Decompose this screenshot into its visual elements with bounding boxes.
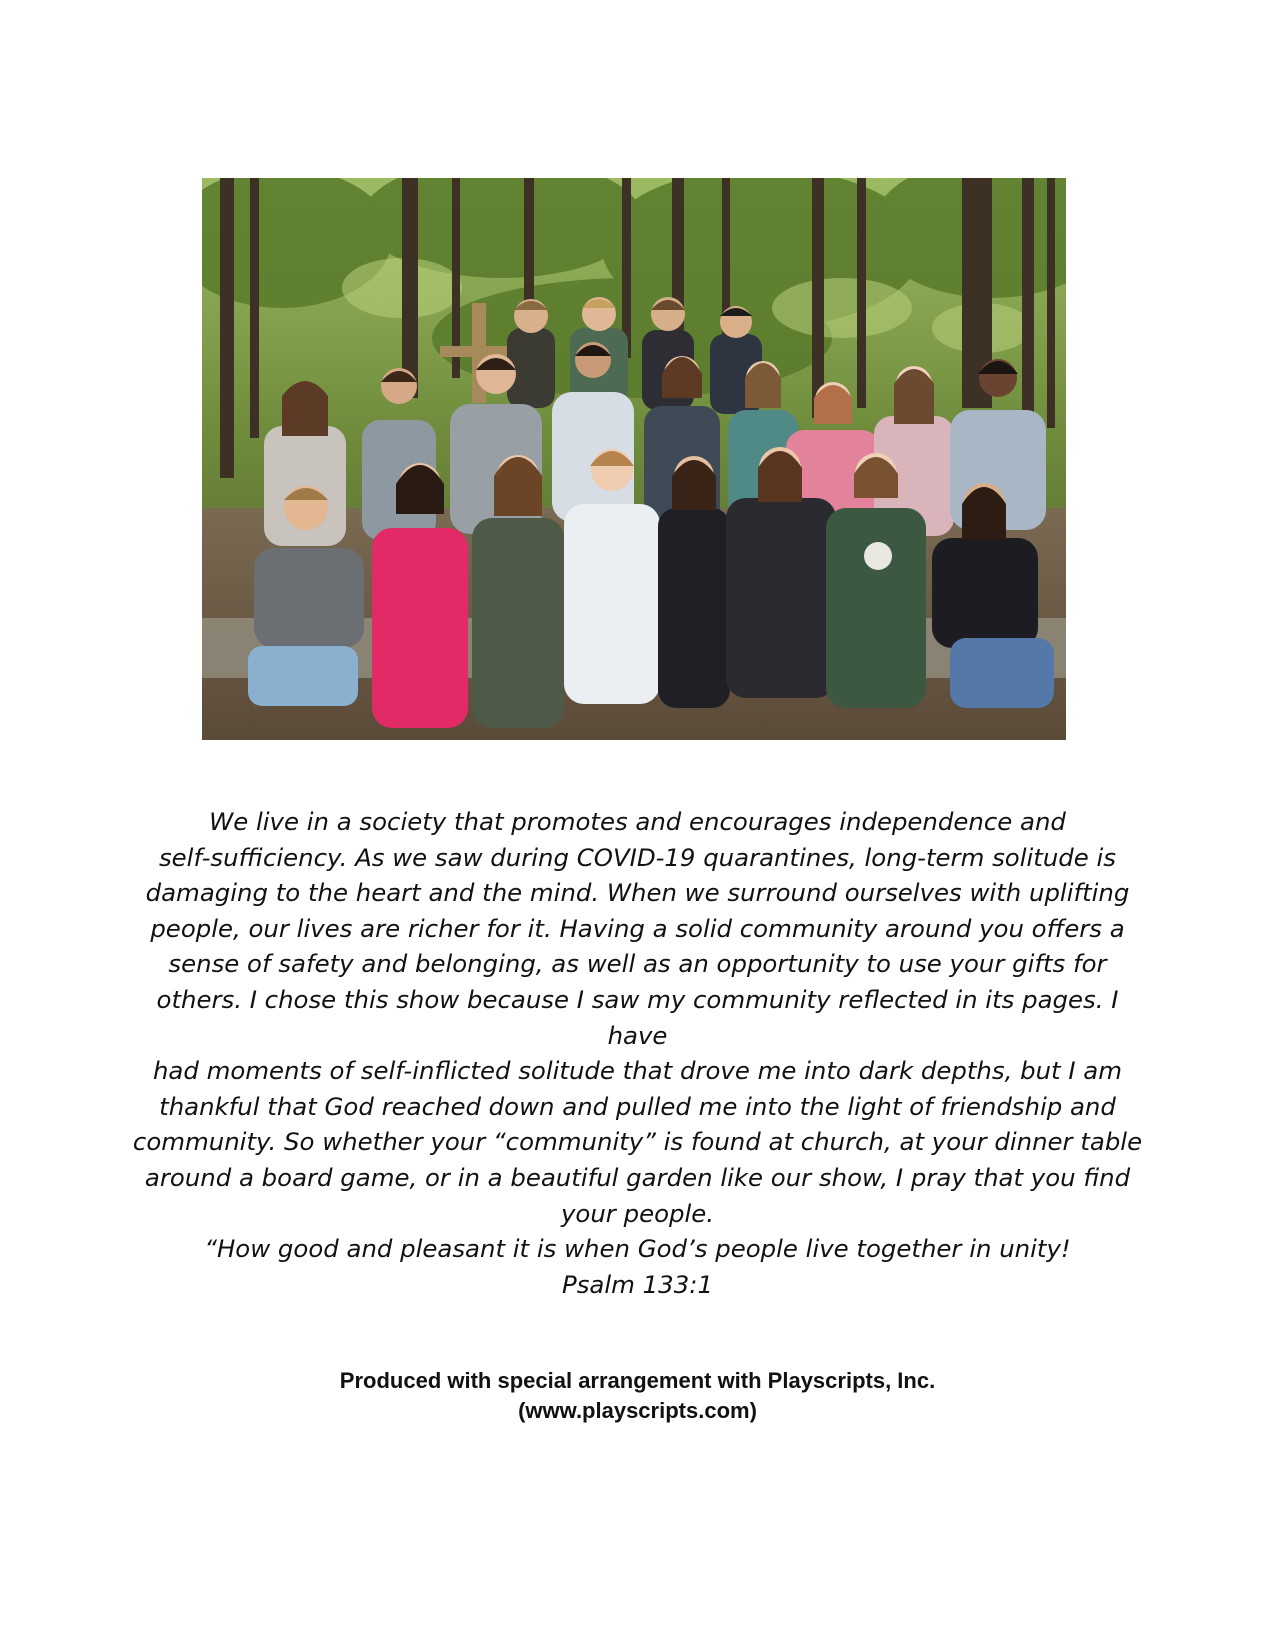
statement-line: thankful that God reached down and pulled me into the light of friendship and [159,1091,1116,1121]
statement-line: sense of safety and belonging, as well as an opportunity to use your gifts for [168,949,1107,979]
production-credits [130,1366,1145,1426]
quote-citation: Psalm 133:1 [562,1269,713,1299]
statement-line: people, our lives are richer for it. Having a solid community around you offers a [150,913,1125,943]
statement-line: self-sufficiency. As we saw during COVID-19 quarantines, long-term solitude is [158,842,1117,872]
statement-line: damaging to the heart and the mind. When we surround ourselves with uplifting [145,878,1130,908]
statement-line: others. I chose this show because I saw my community reflected in its pages. I have [156,984,1119,1050]
statement-line: around a board game, or in a beautiful garden like our show, I pray that you find [144,1162,1131,1192]
credits-website: (www.playscripts.com) [518,1398,757,1423]
statement-line: community. So whether your “community” is found at church, at your dinner table [132,1127,1143,1157]
scripture-quote [130,1231,1145,1302]
director-statement [130,804,1145,1231]
statement-line: We live in a society that promotes and encourages independence and [209,807,1066,836]
credits-line: Produced with special arrangement with Playscripts, Inc. [339,1368,936,1393]
statement-line: your people. [560,1198,715,1228]
group-photo-icon [202,178,1066,740]
quote-text: “How good and pleasant it is when God’s people live together in unity! [204,1234,1071,1263]
group-photo [202,178,1066,740]
statement-line: had moments of self-inflicted solitude that drove me into dark depths, but I am [152,1056,1123,1086]
